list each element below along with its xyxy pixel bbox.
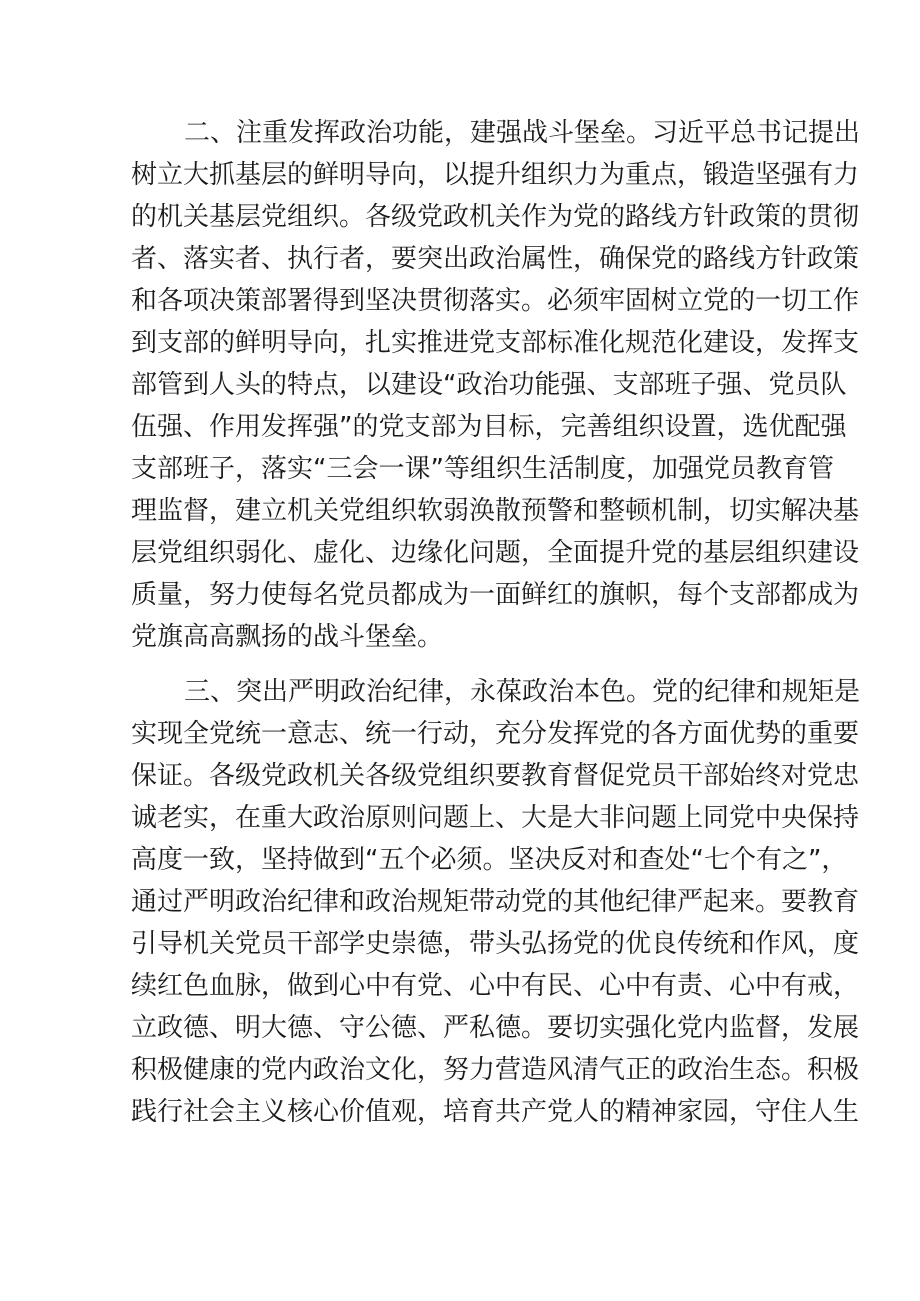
text-line: 引导机关党员干部学史崇德，带头弘扬党的优良传统和作风，度 — [131, 929, 860, 959]
text-line: 的机关基层党组织。各级党政机关作为党的路线方针政策的贯彻 — [131, 202, 860, 232]
text-line: 实现全党统一意志、统一行动，充分发挥党的各方面优势的重要 — [131, 719, 860, 749]
text-line: 续红色血脉，做到心中有党、心中有民、心中有责、心中有戒， — [131, 971, 860, 1001]
text-line: 树立大抓基层的鲜明导向，以提升组织力为重点，锻造坚强有力 — [131, 160, 860, 190]
text-line: 伍强、作用发挥强”的党支部为目标，完善组织设置，选优配强 — [131, 412, 847, 442]
text-line: 通过严明政治纪律和政治规矩带动党的其他纪律严起来。要教育 — [131, 887, 860, 917]
text-line: 支部班子，落实“三会一课”等组织生活制度，加强党员教育管 — [131, 454, 834, 484]
text-line: 二、注重发挥政治功能，建强战斗堡垒。习近平总书记提出 — [184, 118, 861, 148]
text-line: 者、落实者、执行者，要突出政治属性，确保党的路线方针政策 — [131, 244, 860, 274]
text-line: 理监督，建立机关党组织软弱涣散预警和整顿机制，切实解决基 — [131, 496, 860, 526]
text-line: 和各项决策部署得到坚决贯彻落实。必须牢固树立党的一切工作 — [131, 286, 860, 316]
text-line: 党旗高高飘扬的战斗堡垒。 — [131, 622, 444, 652]
text-line: 立政德、明大德、守公德、严私德。要切实强化党内监督，发展 — [131, 1013, 860, 1043]
text-line: 质量，努力使每名党员都成为一面鲜红的旗帜，每个支部都成为 — [131, 580, 860, 610]
text-line: 诚老实，在重大政治原则问题上、大是大非问题上同党中央保持 — [131, 803, 860, 833]
text-line: 保证。各级党政机关各级党组织要教育督促党员干部始终对党忠 — [131, 761, 860, 791]
text-line: 部管到人头的特点，以建设“政治功能强、支部班子强、党员队 — [131, 370, 847, 400]
text-line: 层党组织弱化、虚化、边缘化问题，全面提升党的基层组织建设 — [131, 538, 860, 568]
text-line: 高度一致，坚持做到“五个必须。坚决反对和查处“七个有之”， — [131, 845, 848, 875]
text-line: 积极健康的党内政治文化，努力营造风清气正的政治生态。积极 — [131, 1055, 860, 1085]
text-line: 践行社会主义核心价值观，培育共产党人的精神家园，守住人生 — [131, 1097, 860, 1127]
text-line: 到支部的鲜明导向，扎实推进党支部标准化规范化建设，发挥支 — [131, 328, 860, 358]
text-line: 三、突出严明政治纪律，永葆政治本色。党的纪律和规矩是 — [184, 677, 861, 707]
